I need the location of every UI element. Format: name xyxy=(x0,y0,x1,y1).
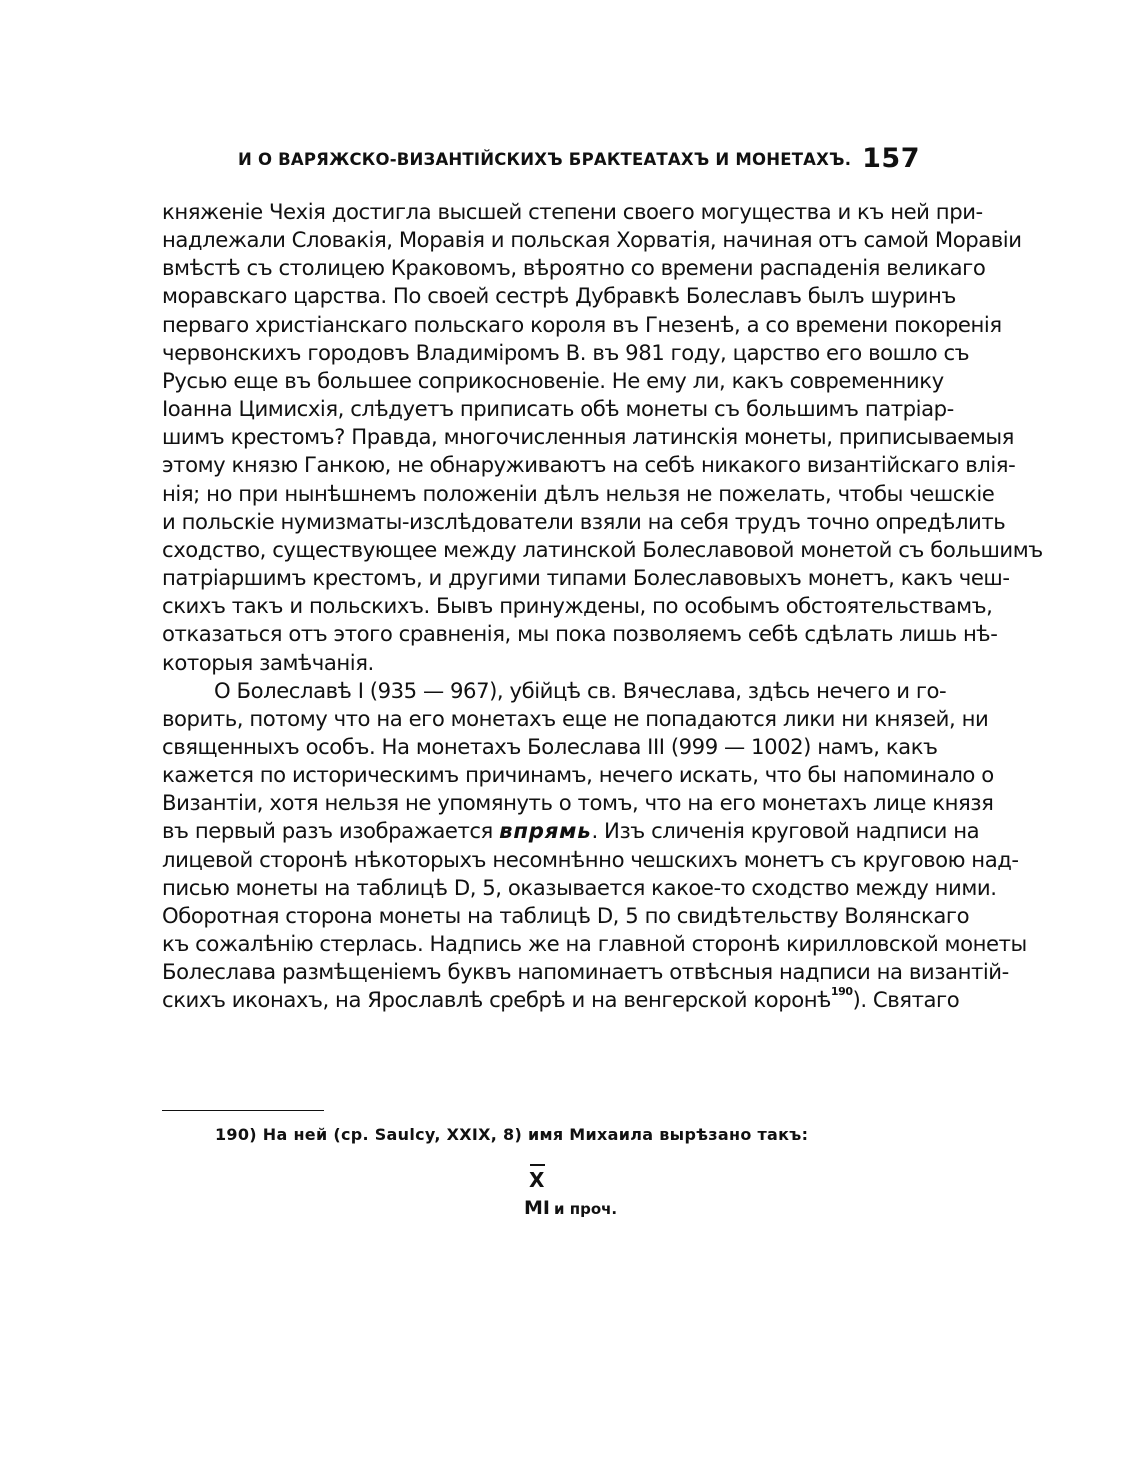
text-segment: ). Святаго xyxy=(852,987,960,1013)
inscription-letters: MI xyxy=(524,1197,550,1219)
text-segment: скихъ иконахъ, на Ярославлѣ сребрѣ и на венгерской коронѣ xyxy=(162,987,831,1013)
text-line-with-footnote-ref xyxy=(162,985,960,1014)
text-line: О Болеславѣ I (935 — 967), убійцѣ св. Вячеслава, здѣсь нечего и го- xyxy=(214,677,947,703)
text-line: надлежали Словакія, Моравія и польская Хорватія, начиная отъ самой Моравіи xyxy=(162,227,1022,253)
text-segment: . Изъ сличенія круговой надписи на xyxy=(591,818,980,844)
text-line: Болеслава размѣщеніемъ буквъ напоминаетъ отвѣсныя надписи на византій- xyxy=(162,959,1009,985)
text-line: и польскіе нумизматы-изслѣдователи взяли на себя трудъ точно опредѣлить xyxy=(162,508,1006,534)
abbreviation-overline xyxy=(530,1164,545,1166)
text-line: нія; но при нынѣшнемъ положеніи дѣлъ нельзя не пожелать, чтобы чешскіе xyxy=(162,480,995,506)
text-line: отказаться отъ этого сравненія, мы пока позволяемъ себѣ сдѣлать лишь нѣ- xyxy=(162,621,998,647)
text-line: ворить, потому что на его монетахъ еще не попадаются лики ни князей, ни xyxy=(162,705,989,731)
text-line: священныхъ особъ. На монетахъ Болеслава III (999 — 1002) намъ, какъ xyxy=(162,733,938,759)
text-line: патріаршимъ крестомъ, и другими типами Болеславовыхъ монетъ, какъ чеш- xyxy=(162,565,1010,591)
footnote-reference[interactable]: 190 xyxy=(830,985,853,999)
text-line: Оборотная сторона монеты на таблицѣ D, 5 по свидѣтельству Волянскаго xyxy=(162,902,970,928)
page-number: 157 xyxy=(862,143,920,174)
text-line: которыя замѣчанія. xyxy=(162,649,374,675)
text-line: моравскаго царства. По своей сестрѣ Дубравкѣ Болеславъ былъ шуринъ xyxy=(162,283,956,309)
text-line: Іоанна Цимисхія, слѣдуетъ приписать обѣ монеты съ большимъ патріар- xyxy=(162,396,954,422)
footnote-190: 190) На ней (ср. Saulcy, XXIX, 8) имя Михаила вырѣзано такъ: xyxy=(215,1125,809,1144)
running-title: И О ВАРЯЖСКО-ВИЗАНТІЙСКИХЪ БРАКТЕАТАХЪ И МОНЕТАХЪ. xyxy=(238,150,852,169)
inscription-suffix: и проч. xyxy=(553,1200,618,1218)
text-line: Византіи, хотя нельзя не упомянуть о томъ, что на его монетахъ лице князя xyxy=(162,790,994,816)
text-line: лицевой сторонѣ нѣкоторыхъ несомнѣнно чешскихъ монетъ съ круговою над- xyxy=(162,846,1019,872)
text-line: княженіе Чехія достигла высшей степени своего могущества и къ ней при- xyxy=(162,199,983,224)
text-line: вмѣстѣ съ столицею Краковомъ, вѣроятно со времени распаденія великаго xyxy=(162,255,986,281)
paragraph-2 xyxy=(162,677,1027,1015)
text-line: кажется по историческимъ причинамъ, нечего искать, что бы напоминало о xyxy=(162,762,994,788)
page-header xyxy=(238,143,920,183)
body-text xyxy=(162,198,1043,1015)
text-line: Русью еще въ большее соприкосновеніе. Не ему ли, какъ современнику xyxy=(162,367,944,393)
text-segment: въ первый разъ изображается xyxy=(162,818,500,844)
paragraph-1 xyxy=(162,198,1043,677)
footnote-divider xyxy=(162,1110,324,1111)
inscription-bottom-row xyxy=(524,1197,617,1219)
text-line: перваго христіанскаго польскаго короля въ Гнезенѣ, а со времени покоренія xyxy=(162,311,1002,337)
text-line: этому князю Ганкою, не обнаруживаютъ на себѣ никакого византійскаго влія- xyxy=(162,452,1016,478)
text-line: сходство, существующее между латинской Болеславовой монетой съ большимъ xyxy=(162,536,1043,562)
text-line: скихъ такъ и польскихъ. Бывъ принуждены, по особымъ обстоятельствамъ, xyxy=(162,593,993,619)
text-line: къ сожалѣнію стерлась. Надпись же на главной сторонѣ кирилловской монеты xyxy=(162,931,1027,957)
text-line: шимъ крестомъ? Правда, многочисленныя латинскія монеты, приписываемыя xyxy=(162,424,1014,450)
text-line: червонскихъ городовъ Владиміромъ В. въ 981 году, царство его вошло съ xyxy=(162,339,970,365)
inscription-top: X xyxy=(529,1168,545,1192)
emphasized-word: впрямь xyxy=(499,818,592,844)
text-line: писью монеты на таблицѣ D, 5, оказывается какое-то сходство между ними. xyxy=(162,874,997,900)
text-line-with-emphasis xyxy=(162,817,980,845)
